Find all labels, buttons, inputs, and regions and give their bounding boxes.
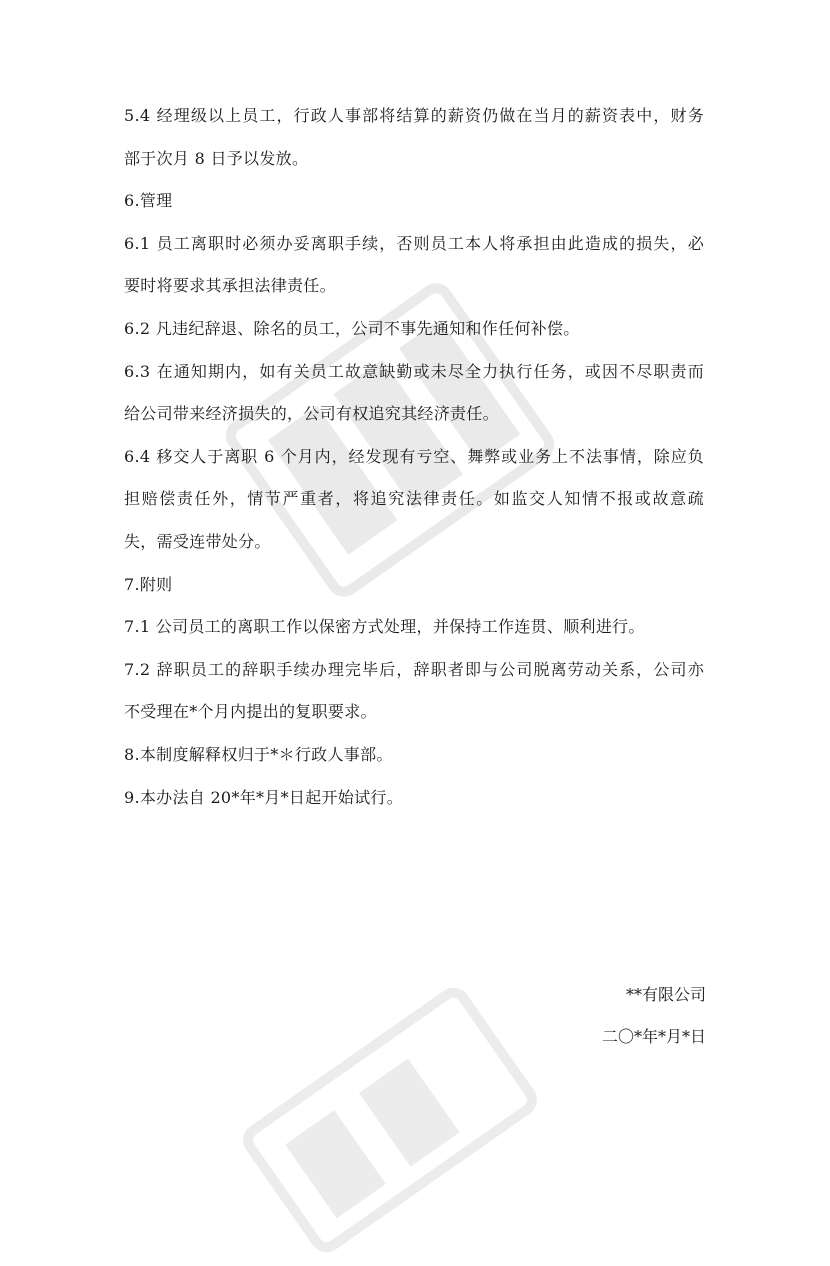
paragraph-line: 7.1 公司员工的离职工作以保密方式处理，并保持工作连贯、顺利进行。 xyxy=(124,617,645,637)
signature-block xyxy=(602,985,706,1069)
paragraph-line: 6.3 在通知期内，如有关员工故意缺勤或未尽全力执行任务，或因不尽职责而 xyxy=(124,361,704,381)
paragraph-line: 8.本制度解释权归于*＊行政人事部。 xyxy=(124,744,393,764)
paragraph-line: 6.2 凡违纪辞退、除名的员工，公司不事先通知和作任何补偿。 xyxy=(124,318,580,338)
paragraph-line: 部于次月 8 日予以发放。 xyxy=(124,148,309,168)
paragraph-line: 6.1 员工离职时必须办妥离职手续，否则员工本人将承担由此造成的损失，必 xyxy=(124,233,704,253)
paragraph-line: 6.4 移交人于离职 6 个月内，经发现有亏空、舞弊或业务上不法事情，除应负 xyxy=(124,446,704,466)
signature-date: 二〇*年*月*日 xyxy=(601,1027,706,1046)
section-heading: 6.管理 xyxy=(124,191,173,211)
watermark-icon-bottom xyxy=(229,974,550,1266)
paragraph-line: 失，需受连带处分。 xyxy=(124,531,271,551)
document-body xyxy=(124,106,704,830)
section-heading: 7.附则 xyxy=(124,574,173,594)
paragraph-line: 7.2 辞职员工的辞职手续办理完毕后，辞职者即与公司脱离劳动关系，公司亦 xyxy=(124,659,704,679)
paragraph-line: 9.本办法自 20*年*月*日起开始试行。 xyxy=(124,787,404,807)
paragraph-line: 要时将要求其承担法律责任。 xyxy=(124,276,336,296)
paragraph-line: 5.4 经理级以上员工，行政人事部将结算的薪资仍做在当月的薪资表中，财务 xyxy=(124,106,704,125)
paragraph-line: 不受理在*个月内提出的复职要求。 xyxy=(124,702,377,722)
paragraph-line: 给公司带来经济损失的，公司有权追究其经济责任。 xyxy=(124,404,499,424)
company-name: **有限公司 xyxy=(625,985,706,1004)
paragraph-line: 担赔偿责任外，情节严重者，将追究法律责任。如监交人知情不报或故意疏 xyxy=(124,489,704,509)
